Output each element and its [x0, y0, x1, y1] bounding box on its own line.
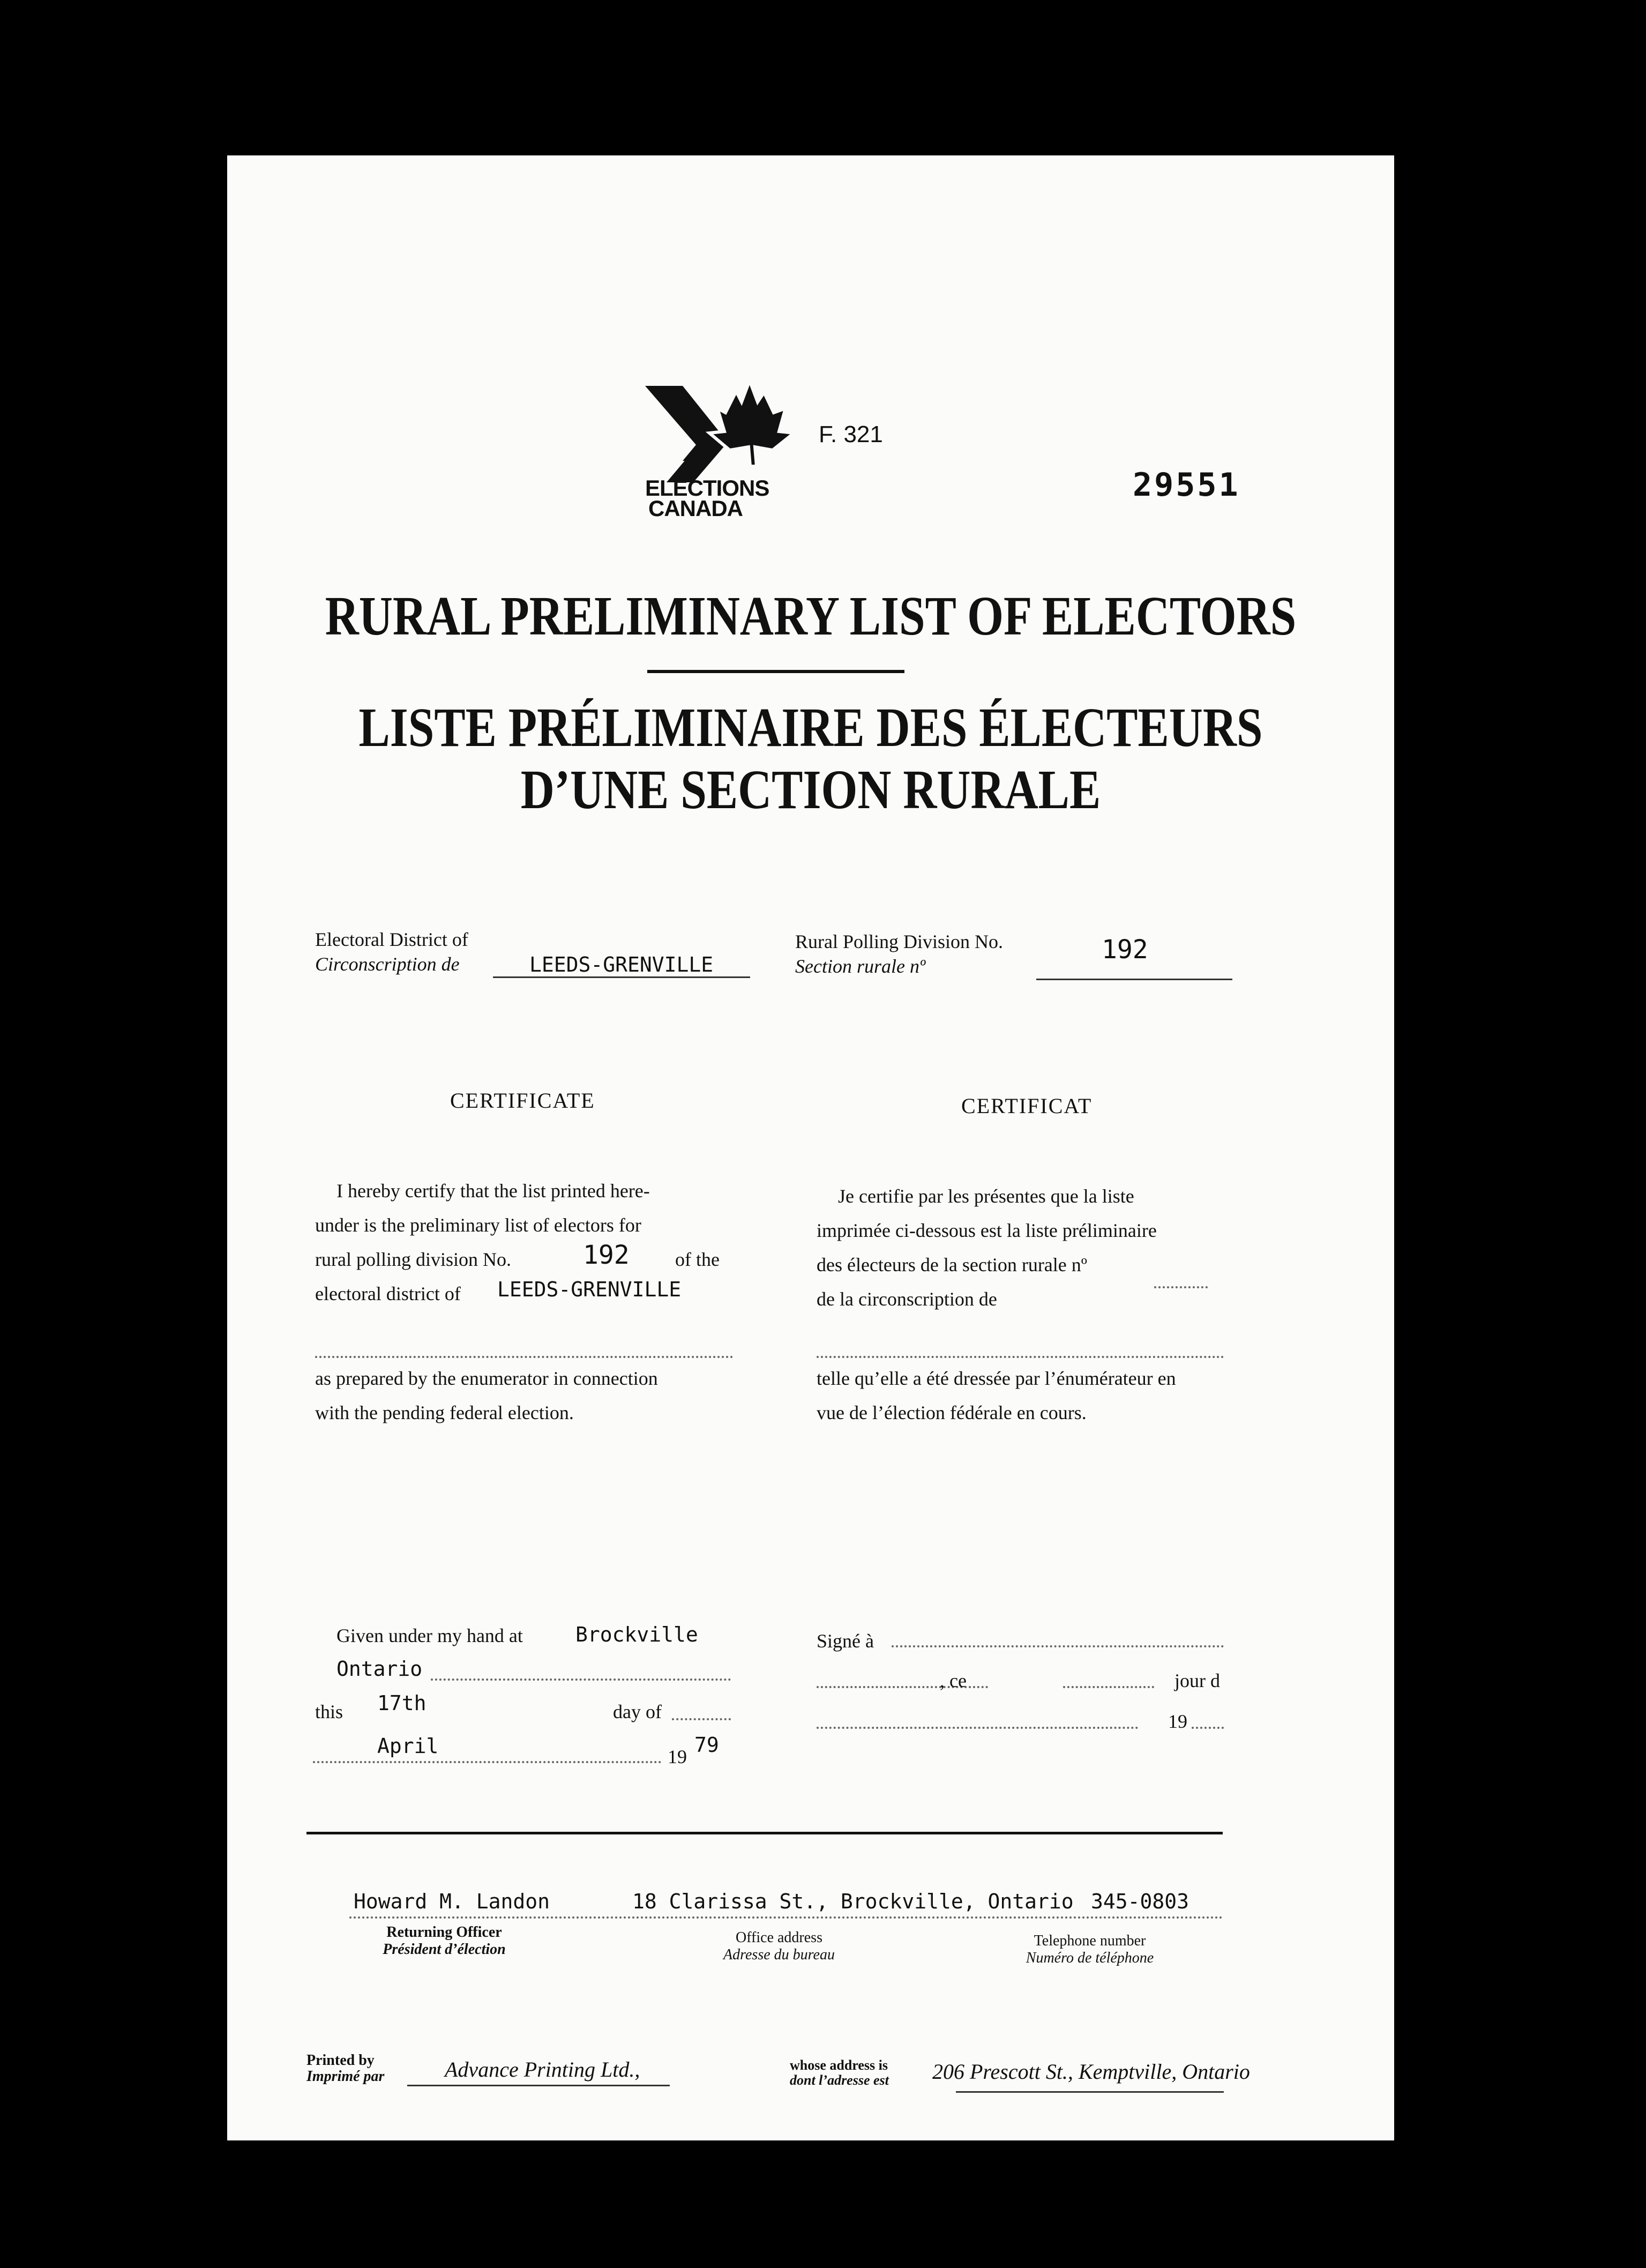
- cert-en-blank-line: [315, 1356, 733, 1358]
- certificat-heading: CERTIFICAT: [961, 1094, 1093, 1118]
- cert-fr-line1: Je certifie par les présentes que la liste: [838, 1185, 1134, 1207]
- cert-fr-signe-line: [892, 1645, 1224, 1647]
- logo-text-elections: ELECTIONS: [645, 475, 769, 501]
- officer-name-label-fr: Président d’élection: [383, 1941, 506, 1958]
- cert-en-line3: [315, 1242, 744, 1277]
- certificate-heading: CERTIFICATE: [450, 1088, 595, 1113]
- district-label-en: Electoral District of: [315, 929, 468, 950]
- certificate-body-fr-2: [817, 1361, 1256, 1430]
- office-address-label-fr: Adresse du bureau: [723, 1946, 835, 1963]
- cert-en-given-label: Given under my hand at: [336, 1625, 523, 1646]
- certificate-body-en-2: [315, 1361, 744, 1430]
- form-page: [227, 155, 1394, 2140]
- cert-fr-year-line: [1192, 1727, 1224, 1729]
- cert-en-province-line: [431, 1678, 731, 1681]
- cert-en-line6: with the pending federal election.: [315, 1402, 574, 1423]
- certificate-body-fr: [817, 1179, 1256, 1316]
- cert-fr-line5: telle qu’elle a été dressée par l’énumérateur en: [817, 1368, 1176, 1389]
- phone-value: 345-0803: [1091, 1890, 1189, 1913]
- form-code: F. 321: [819, 421, 883, 447]
- printed-by-label: [306, 2053, 384, 2085]
- title-french-line1: LISTE PRÉLIMINAIRE DES ÉLECTEURS: [358, 697, 1263, 758]
- cert-en-line4-prefix: electoral district of: [315, 1283, 461, 1304]
- elections-canada-logo: [645, 381, 806, 482]
- cert-en-province-value: Ontario: [336, 1657, 423, 1681]
- officer-line: [349, 1916, 1223, 1919]
- polling-division-label: [795, 929, 1003, 979]
- cert-en-line5: as prepared by the enumerator in connection: [315, 1368, 658, 1389]
- printed-by-label-fr: Imprimé par: [306, 2068, 385, 2085]
- cert-en-line3-suffix: of the: [675, 1249, 720, 1270]
- district-field: LEEDS-GRENVILLE: [493, 953, 750, 978]
- cert-fr-line4: de la circonscription de: [817, 1288, 997, 1310]
- title-english: RURAL PRELIMINARY LIST OF ELECTORS: [325, 585, 1297, 647]
- cert-fr-jour-label: jour d: [1174, 1670, 1220, 1691]
- cert-en-district-value: LEEDS-GRENVILLE: [497, 1278, 682, 1301]
- office-address-label: [667, 1929, 892, 1964]
- phone-label: [977, 1933, 1202, 1967]
- district-label-fr: Circonscription de: [315, 953, 460, 975]
- logo-text-canada: CANADA: [648, 496, 743, 521]
- cert-en-day-value: 17th: [377, 1691, 427, 1715]
- cert-fr-ce-label: , ce: [940, 1670, 967, 1691]
- cert-en-division-value: 192: [583, 1240, 630, 1270]
- cert-en-year-prefix: 19: [668, 1746, 687, 1767]
- district-label: [315, 927, 468, 976]
- office-address-value: 18 Clarissa St., Brockville, Ontario: [632, 1890, 1074, 1913]
- cert-en-month-value: April: [377, 1734, 439, 1758]
- officer-name-value: Howard M. Landon: [354, 1890, 550, 1913]
- polling-division-label-fr: Section rurale nº: [795, 956, 926, 977]
- section-divider: [306, 1832, 1223, 1834]
- cert-en-line4: [315, 1277, 744, 1311]
- cert-en-day-of-label: day of: [613, 1701, 662, 1722]
- polling-division-label-en: Rural Polling Division No.: [795, 931, 1004, 952]
- printed-by-label-en: Printed by: [306, 2052, 375, 2069]
- officer-name-label: [356, 1924, 533, 1958]
- serial-number: 29551: [1133, 466, 1240, 504]
- cert-fr-month-line: [817, 1727, 1138, 1729]
- printer-address-line: [956, 2091, 1224, 2093]
- cert-fr-line3: des électeurs de la section rurale nº: [817, 1254, 1087, 1275]
- phone-label-en: Telephone number: [1034, 1933, 1146, 1949]
- phone-label-fr: Numéro de téléphone: [1026, 1950, 1154, 1966]
- certificate-body-en: [315, 1174, 744, 1311]
- cert-en-day-of-line: [672, 1718, 731, 1720]
- printer-value: Advance Printing Ltd.,: [445, 2057, 640, 2082]
- title-divider: [647, 670, 904, 673]
- printer-address-label: [790, 2058, 889, 2088]
- cert-en-line2: under is the preliminary list of electors for: [315, 1214, 641, 1236]
- cert-en-line3-prefix: rural polling division No.: [315, 1249, 511, 1270]
- cert-fr-line2: imprimée ci-dessous est la liste préliminaire: [817, 1220, 1157, 1241]
- cert-fr-day-line: [1063, 1686, 1154, 1688]
- printer-line: [407, 2085, 670, 2086]
- cert-fr-line6: vue de l’élection fédérale en cours.: [817, 1402, 1087, 1423]
- cert-en-month-line: [313, 1761, 661, 1763]
- cert-fr-division-line: [1154, 1286, 1208, 1288]
- office-address-label-en: Office address: [736, 1929, 822, 1946]
- title-french: [320, 697, 1301, 821]
- printer-address-value: 206 Prescott St., Kemptville, Ontario: [932, 2060, 1250, 2084]
- polling-division-line: [1036, 979, 1232, 980]
- cert-en-place-value: Brockville: [575, 1623, 698, 1646]
- cert-fr-blank-line: [817, 1356, 1224, 1358]
- cert-en-line1: I hereby certify that the list printed here-: [336, 1180, 650, 1202]
- title-french-line2: D’UNE SECTION RURALE: [520, 759, 1101, 820]
- cert-en-this-label: this: [315, 1701, 343, 1722]
- polling-division-value: 192: [1102, 935, 1148, 965]
- printer-address-label-fr: dont l’adresse est: [790, 2072, 889, 2088]
- logo-text: [645, 475, 838, 521]
- printer-address-label-en: whose address is: [790, 2057, 888, 2073]
- cert-fr-year-prefix: 19: [1168, 1711, 1187, 1732]
- cert-en-year-value: 79: [694, 1733, 719, 1757]
- cert-fr-signe-label: Signé à: [817, 1630, 874, 1652]
- officer-name-label-en: Returning Officer: [386, 1924, 502, 1941]
